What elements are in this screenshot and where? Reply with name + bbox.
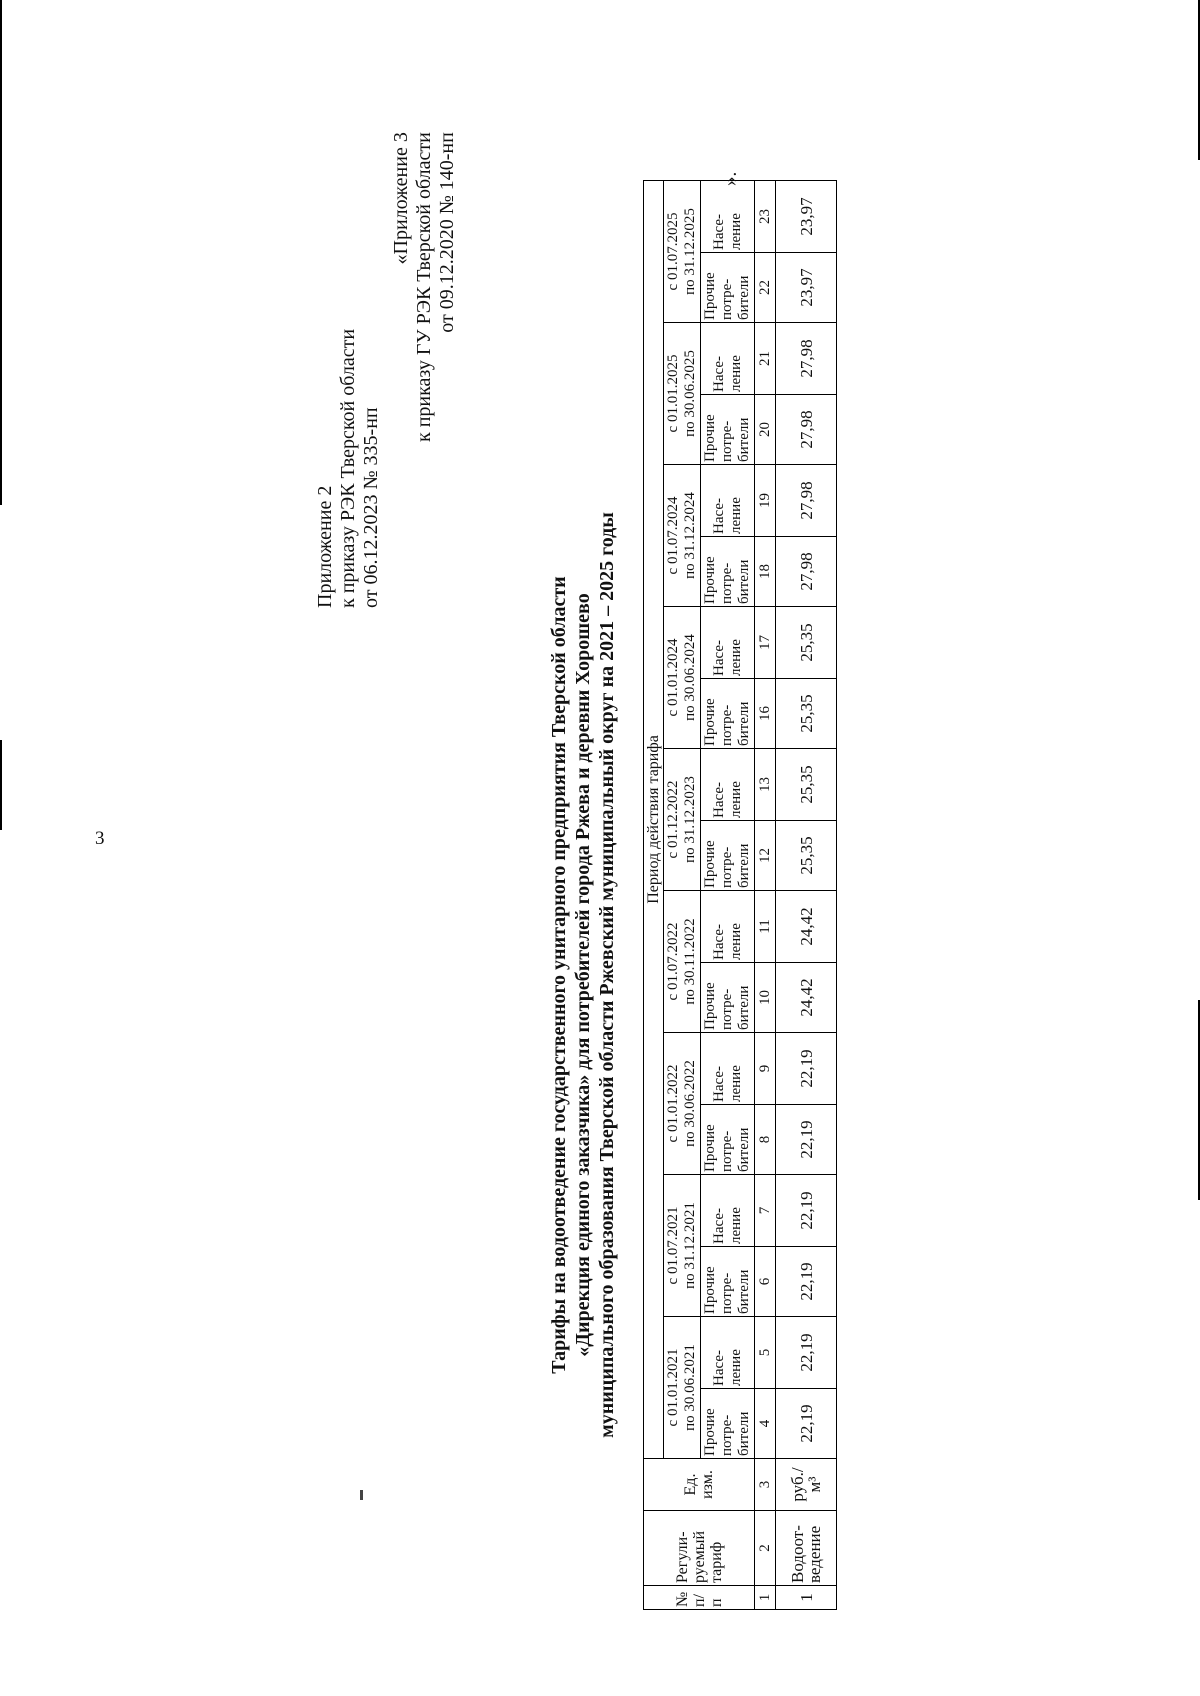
category-population: Насе-ление [701, 749, 755, 821]
tariff-value: 27,98 [776, 323, 837, 395]
approval-old-line-1: «Приложение 3 [390, 132, 412, 265]
title-line-1: Тарифы на водоотведение государственного унитарного предприятия Тверской области [548, 576, 570, 1374]
column-number: 19 [755, 465, 776, 537]
period-header-5 [664, 749, 701, 891]
scan-edge-left-top [0, 0, 2, 505]
column-number: 21 [755, 323, 776, 395]
tariff-value: 27,98 [776, 465, 837, 537]
approval-old-line-3: от 09.12.2020 № 140-нп [436, 132, 458, 333]
row-unit: руб./м³ [776, 1459, 837, 1511]
period-header-7 [664, 465, 701, 607]
tariff-value: 22,19 [776, 1247, 837, 1317]
tariff-value: 25,35 [776, 607, 837, 679]
period-to: по 30.06.2025 [682, 350, 698, 437]
tariff-value: 24,42 [776, 963, 837, 1033]
column-number: 16 [755, 679, 776, 749]
category-other: Прочие потре-бители [701, 1105, 755, 1175]
period-to: по 30.06.2021 [682, 1344, 698, 1431]
period-from: с 01.07.2025 [665, 212, 681, 291]
category-other: Прочие потре-бители [701, 821, 755, 891]
column-number: 6 [755, 1247, 776, 1317]
tariff-value: 22,19 [776, 1389, 837, 1459]
column-number: 9 [755, 1033, 776, 1105]
approval-new-line-2: к приказу РЭК Тверской области [337, 328, 359, 608]
period-to: по 31.12.2021 [682, 1202, 698, 1289]
column-number: 23 [755, 180, 776, 252]
category-population: Насе-ление [701, 1175, 755, 1247]
period-row [664, 180, 701, 1609]
category-population: Насе-ление [701, 1033, 755, 1105]
header-num: № п/п [644, 1586, 755, 1610]
category-population: Насе-ление [701, 1317, 755, 1389]
category-other: Прочие потре-бители [701, 963, 755, 1033]
rotated-page [300, 100, 1180, 1640]
period-header-3 [664, 1033, 701, 1175]
tariff-value: 27,98 [776, 537, 837, 607]
tariff-value: 22,19 [776, 1033, 837, 1105]
scan-edge-left-middle [0, 740, 2, 830]
category-population: Насе-ление [701, 607, 755, 679]
column-number-row [755, 180, 776, 1609]
tariff-value: 23,97 [776, 253, 837, 323]
row-number: 1 [776, 1586, 837, 1610]
period-header-1 [664, 1317, 701, 1459]
tariff-value: 22,19 [776, 1175, 837, 1247]
column-number: 11 [755, 891, 776, 963]
category-row [701, 180, 755, 1609]
tariff-value: 25,35 [776, 749, 837, 821]
category-population: Насе-ление [701, 323, 755, 395]
column-number: 20 [755, 395, 776, 465]
column-number: 4 [755, 1389, 776, 1459]
category-other: Прочие потре-бители [701, 395, 755, 465]
header-unit: Ед. изм. [644, 1459, 755, 1511]
header-period: Период действия тарифа [644, 180, 664, 1458]
tariff-value: 27,98 [776, 395, 837, 465]
title-line-3: муниципального образования Тверской области Ржевский муниципальный округ на 2021 – 2025 годы [596, 512, 618, 1438]
period-to: по 31.12.2024 [682, 492, 698, 579]
tariff-value: 23,97 [776, 180, 837, 252]
period-from: с 01.01.2022 [665, 1064, 681, 1143]
row-tariff: Водоот-ведение [776, 1511, 837, 1586]
approval-new-line-1: Приложение 2 [314, 485, 336, 608]
column-number: 8 [755, 1105, 776, 1175]
period-from: с 01.12.2022 [665, 780, 681, 859]
column-number: 3 [755, 1459, 776, 1511]
category-population: Насе-ление [701, 465, 755, 537]
column-number: 22 [755, 253, 776, 323]
column-number: 1 [755, 1586, 776, 1610]
category-other: Прочие потре-бители [701, 679, 755, 749]
closing-quote: ». [720, 171, 741, 186]
approval-block-old [390, 132, 459, 442]
column-number: 7 [755, 1175, 776, 1247]
column-number: 12 [755, 821, 776, 891]
period-to: по 31.12.2023 [682, 776, 698, 863]
approval-block-new [314, 329, 383, 608]
category-other: Прочие потре-бители [701, 1389, 755, 1459]
column-number: 18 [755, 537, 776, 607]
approval-old-line-2: к приказу ГУ РЭК Тверской области [413, 132, 435, 442]
period-from: с 01.07.2024 [665, 496, 681, 575]
category-other: Прочие потре-бители [701, 537, 755, 607]
period-from: с 01.07.2022 [665, 922, 681, 1001]
period-to: по 31.12.2025 [682, 208, 698, 295]
period-from: с 01.01.2021 [665, 1348, 681, 1427]
column-number: 2 [755, 1511, 776, 1586]
period-to: по 30.06.2024 [682, 634, 698, 721]
period-header-2 [664, 1175, 701, 1317]
column-number: 5 [755, 1317, 776, 1389]
title-line-2: «Дирекция единого заказчика» для потребителей города Ржева и деревни Хорошево [572, 593, 594, 1357]
period-header-8 [664, 323, 701, 465]
period-from: с 01.01.2025 [665, 354, 681, 433]
category-other: Прочие потре-бители [701, 1247, 755, 1317]
period-to: по 30.11.2022 [682, 918, 698, 1005]
page-number: 3 [95, 828, 105, 849]
tariff-value: 25,35 [776, 821, 837, 891]
tariff-value: 24,42 [776, 891, 837, 963]
document-title [547, 420, 619, 1530]
period-header-6 [664, 607, 701, 749]
category-other: Прочие потре-бители [701, 253, 755, 323]
column-number: 13 [755, 749, 776, 821]
period-to: по 30.06.2022 [682, 1060, 698, 1147]
column-number: 17 [755, 607, 776, 679]
tariff-value: 25,35 [776, 679, 837, 749]
header-tariff: Регули-руемый тариф [644, 1511, 755, 1586]
tariff-value: 22,19 [776, 1105, 837, 1175]
period-header-9 [664, 180, 701, 322]
period-from: с 01.01.2024 [665, 638, 681, 717]
period-header-4 [664, 891, 701, 1033]
approval-new-line-3: от 06.12.2023 № 335-нп [360, 407, 382, 608]
category-population: Насе-ление [701, 891, 755, 963]
category-population: Насе-ление [701, 180, 755, 252]
tariff-value: 22,19 [776, 1317, 837, 1389]
table-row [776, 180, 837, 1609]
column-number: 10 [755, 963, 776, 1033]
period-from: с 01.07.2021 [665, 1206, 681, 1285]
tariff-table [643, 180, 837, 1610]
